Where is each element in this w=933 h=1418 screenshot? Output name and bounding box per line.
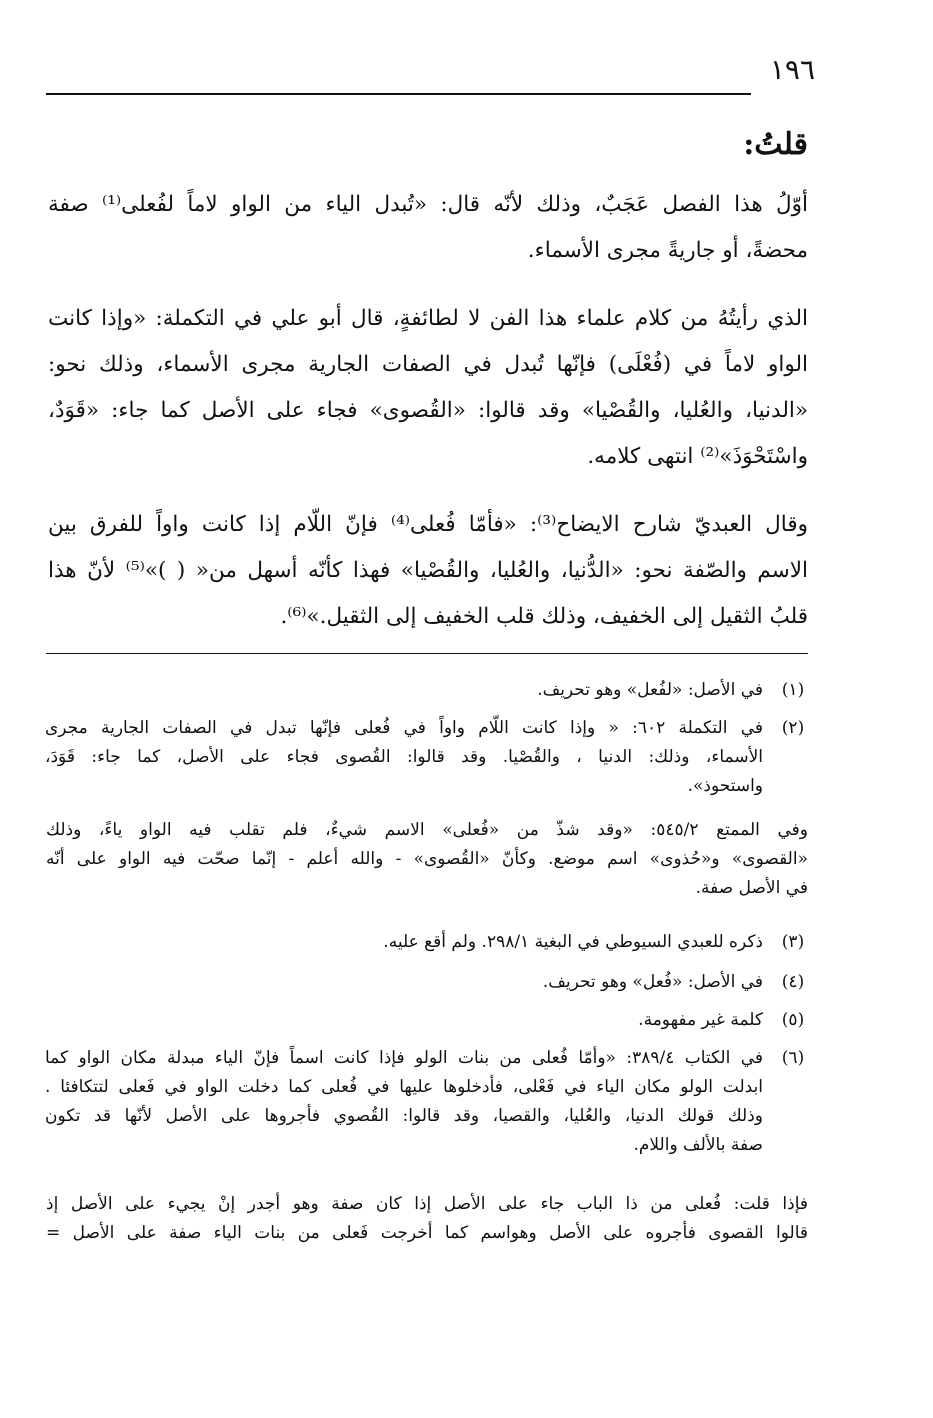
body-line: محضةً، أو جاريةً مجرى الأسماء. — [527, 238, 808, 263]
footnote-3 — [45, 928, 763, 957]
footnote-number: (٣) — [781, 932, 805, 952]
footnote-5 — [45, 1006, 763, 1035]
footnote-number: (٤) — [781, 972, 805, 992]
body-paragraph-1 — [48, 182, 808, 274]
footnote-line: في الكتاب ٣٨٩/٤: «وأمّا فُعلى من بنات الولو فإذا كانت اسماً فإنّ الياء مبدلة مكان الواو كما — [45, 1048, 763, 1068]
footnote-2-continuation — [46, 816, 808, 903]
section-heading: قلتُ: — [743, 127, 808, 162]
body-line: واسْتَحْوَذَ»⁽²⁾ انتهى كلامه. — [587, 444, 808, 469]
body-line: قلبُ الثقيل إلى الخفيف، وذلك قلب الخفيف إلى الثقيل.»⁽⁶⁾. — [280, 604, 808, 629]
footnote-line: كلمة غير مفهومة. — [638, 1010, 763, 1030]
page-number: ١٩٦ — [769, 53, 815, 86]
footnote-line: «القصوى» و«حُذوى» اسم موضع. وكأنّ «القُصوى» - والله أعلم - إنّما صحّت فيه الواو على أنّه — [46, 849, 808, 869]
footnote-line: واستحوذ». — [687, 776, 763, 796]
body-paragraph-3 — [48, 502, 808, 640]
footnote-6 — [45, 1044, 763, 1160]
footnote-line: في الأصل: «لفُعل» وهو تحريف. — [537, 680, 763, 700]
footnote-4 — [45, 968, 763, 997]
footnote-6-continuation — [46, 1190, 808, 1248]
footnote-line: وفي الممتع ٥٤٥/٢: «وقد شذّ من «فُعلى» الاسم شيءٌ، فلم تقلب فيه الواو ياءً، وذلك — [46, 820, 808, 840]
footnote-2 — [45, 714, 763, 801]
footnote-line: قالوا القصوى فأجروه على الأصل وهواسم كما أخرجت فَعلى من بنات الياء صفة على الأصل = — [46, 1223, 808, 1243]
footnote-number: (٦) — [781, 1048, 805, 1068]
body-line: «الدنيا، والعُليا، والقُصْيا» وقد قالوا: «القُصوى» فجاء على الأصل كما جاء: «قَوَدٌ، — [48, 398, 808, 423]
footnote-1 — [45, 676, 763, 705]
footnote-line: ابدلت الولو مكان الياء في فَعْلى، فأدخلوها عليها في فُعلى كما دخلت الواو في فَعلى لتتكافئا . — [45, 1077, 763, 1097]
header-rule — [46, 93, 751, 95]
footnote-number: (١) — [781, 680, 805, 700]
footnote-line: صفة بالألف واللام. — [633, 1135, 763, 1155]
footnote-line: في الأصل: «فُعل» وهو تحريف. — [542, 972, 763, 992]
footnote-line: ذكره للعبدي السيوطي في البغية ٢٩٨/١. ولم أقع عليه. — [383, 932, 763, 952]
footnote-line: وذلك قولك الدنيا، والعُليا، والقصيا، وقد قالوا: القُصوي فأجروها على الأصل لأنّها قد تكون — [45, 1106, 763, 1126]
footnote-line: فإذا قلت: فُعلى من ذا الباب جاء على الأصل إذا كان صفة وهو أجدر إنْ يجيء على الأصل إذ — [46, 1194, 808, 1214]
body-line: أوّلُ هذا الفصل عَجَبٌ، وذلك لأنّه قال: «تُبدل الياء من الواو لاماً لفُعلى⁽¹⁾ صفة — [48, 192, 808, 217]
footnote-line: في التكملة ٦٠٢: « وإذا كانت اللّام واواً في فُعلى فإنّها تبدل في الصفات الجارية مجرى — [45, 718, 763, 738]
footnote-number: (٢) — [781, 718, 805, 738]
body-line: الاسم والصّفة نحو: «الدُّنيا، والعُليا، والقُصْيا» فهذا كأنّه أسهل من« ( )»⁽⁵⁾ لأنّ هذا — [48, 558, 808, 583]
footnote-line: في الأصل صفة. — [695, 878, 808, 898]
body-paragraph-2 — [48, 296, 808, 480]
footnote-number: (٥) — [781, 1010, 805, 1030]
body-line: وقال العبديّ شارح الايضاح⁽³⁾: «فأمّا فُعلى⁽⁴⁾ فإنّ اللّام إذا كانت واواً للفرق بين — [48, 512, 808, 537]
body-line: الذي رأيتُهُ من كلام علماء هذا الفن لا لطائفةٍ، قال أبو علي في التكملة: «وإذا كانت — [48, 306, 808, 331]
footnote-rule — [46, 653, 808, 654]
footnote-line: الأسماء، وذلك: الدنيا ، والقُصْيا. وقد قالوا: القُصوى فجاء على الأصل، كما جاء: قَوَدَ، — [45, 747, 763, 767]
body-line: الواو لاماً في (فُعْلَى) فإنّها تُبدل في الصفات الجارية مجرى الأسماء، وذلك نحو: — [48, 352, 808, 377]
